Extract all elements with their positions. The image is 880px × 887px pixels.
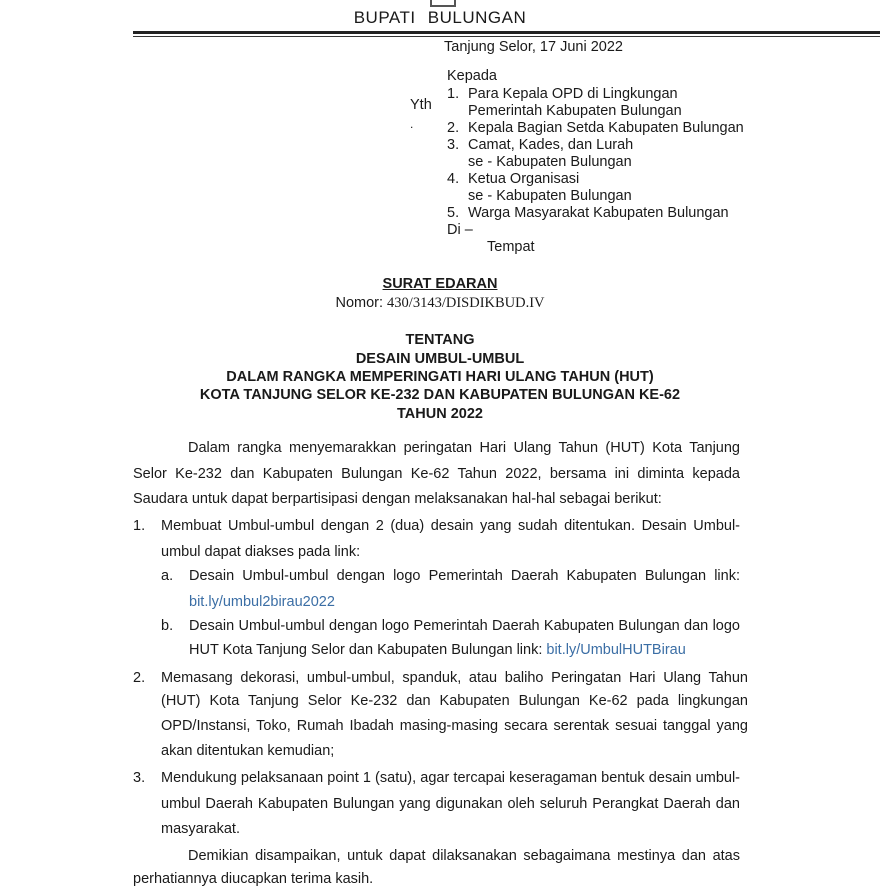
nomor-label: Nomor: <box>335 295 388 311</box>
paragraph-line: Saudara untuk dapat berpartisipasi dengan melaksanakan hal-hal sebagai berikut: <box>133 491 662 507</box>
subject-line: DESAIN UMBUL-UMBUL <box>355 351 525 367</box>
item-line: Membuat Umbul-umbul dengan 2 (dua) desain yang sudah ditentukan. Desain Umbul- <box>161 518 740 534</box>
subitem-mark: b. <box>161 618 174 634</box>
recipient-line: Ketua Organisasi <box>468 171 580 187</box>
letterhead-rule-thin <box>133 36 880 37</box>
paragraph-line: Selor Ke-232 dan Kabupaten Bulungan Ke-62 Tahun 2022, bersama ini diminta kepada <box>133 466 740 482</box>
recipient-number: 5. <box>447 205 460 221</box>
recipient-line: Warga Masyarakat Kabupaten Bulungan <box>468 205 729 221</box>
item-line: Memasang dekorasi, umbul-umbul, spanduk, atau baliho Peringatan Hari Ulang Tahun <box>161 670 748 686</box>
item-line: masyarakat. <box>161 821 240 837</box>
yth-label: Yth <box>410 97 432 113</box>
letterhead-title: BUPATI BULUNGAN <box>353 8 527 27</box>
item-line: Mendukung pelaksanaan point 1 (satu), agar tercapai keseragaman bentuk desain umbul- <box>161 770 740 786</box>
item-number: 3. <box>133 770 146 786</box>
item-line: umbul Daerah Kabupaten Bulungan yang digunakan oleh seluruh Perangkat Daerah dan <box>161 796 740 812</box>
recipient-line: Kepala Bagian Setda Kabupaten Bulungan <box>468 120 744 136</box>
tempat-label: Tempat <box>487 239 535 255</box>
nomor-value: 430/3143/DISDIKBUD.IV <box>387 295 545 311</box>
recipient-line: Pemerintah Kabupaten Bulungan <box>468 103 682 119</box>
kepada-label: Kepada <box>447 68 497 84</box>
subject-line: KOTA TANJUNG SELOR KE-232 DAN KABUPATEN BULUNGAN KE-62 <box>199 387 681 403</box>
recipient-number: 3. <box>447 137 460 153</box>
recipient-line: se - Kabupaten Bulungan <box>468 188 632 204</box>
design-link-a[interactable]: bit.ly/umbul2birau2022 <box>189 594 335 610</box>
place-date: Tanjung Selor, 17 Juni 2022 <box>444 39 623 55</box>
subitem-mark: a. <box>161 568 174 584</box>
subject-line: TAHUN 2022 <box>397 406 483 422</box>
tentang-heading: TENTANG <box>405 332 475 348</box>
recipient-line: se - Kabupaten Bulungan <box>468 154 632 170</box>
nomor-line <box>0 295 880 312</box>
item-number: 1. <box>133 518 146 534</box>
subitem-text: Desain Umbul-umbul dengan logo Pemerintah Daerah Kabupaten Bulungan dan logo <box>189 618 740 634</box>
item-number: 2. <box>133 670 146 686</box>
surat-edaran-title: SURAT EDARAN <box>382 276 498 292</box>
closing-line: perhatiannya diucapkan terima kasih. <box>133 871 374 887</box>
di-label: Di – <box>447 222 473 238</box>
letterhead-rule-thick <box>133 31 880 34</box>
item-line: umbul dapat diakses pada link: <box>161 544 361 560</box>
recipient-number: 2. <box>447 120 460 136</box>
item-line: (HUT) Kota Tanjung Selor Ke-232 dan Kabupaten Bulungan Ke-62 pada lingkungan <box>161 693 748 709</box>
closing-line: Demikian disampaikan, untuk dapat dilaksanakan sebagaimana mestinya dan atas <box>188 848 740 864</box>
recipient-number: 1. <box>447 86 460 102</box>
recipient-line: Camat, Kades, dan Lurah <box>468 137 634 153</box>
subitem-text-line2 <box>189 642 686 658</box>
recipient-number: 4. <box>447 171 460 187</box>
yth-dot: . <box>410 117 414 131</box>
item-line: OPD/Instansi, Toko, Rumah Ibadah masing-masing secara serentak sesuai tanggal yang <box>161 718 748 734</box>
subject-line: DALAM RANGKA MEMPERINGATI HARI ULANG TAHUN (HUT) <box>226 369 654 385</box>
item-line: akan ditentukan kemudian; <box>161 743 335 759</box>
recipient-line: Para Kepala OPD di Lingkungan <box>468 86 678 102</box>
subitem-text: Desain Umbul-umbul dengan logo Pemerintah Daerah Kabupaten Bulungan link: <box>189 568 740 584</box>
design-link-b[interactable]: bit.ly/UmbulHUTBirau <box>546 642 686 658</box>
recipient-list <box>447 86 867 222</box>
subitem-text: HUT Kota Tanjung Selor dan Kabupaten Bulungan link: <box>189 642 547 658</box>
garuda-emblem-icon <box>430 0 456 7</box>
paragraph-line: Dalam rangka menyemarakkan peringatan Hari Ulang Tahun (HUT) Kota Tanjung <box>188 440 740 456</box>
